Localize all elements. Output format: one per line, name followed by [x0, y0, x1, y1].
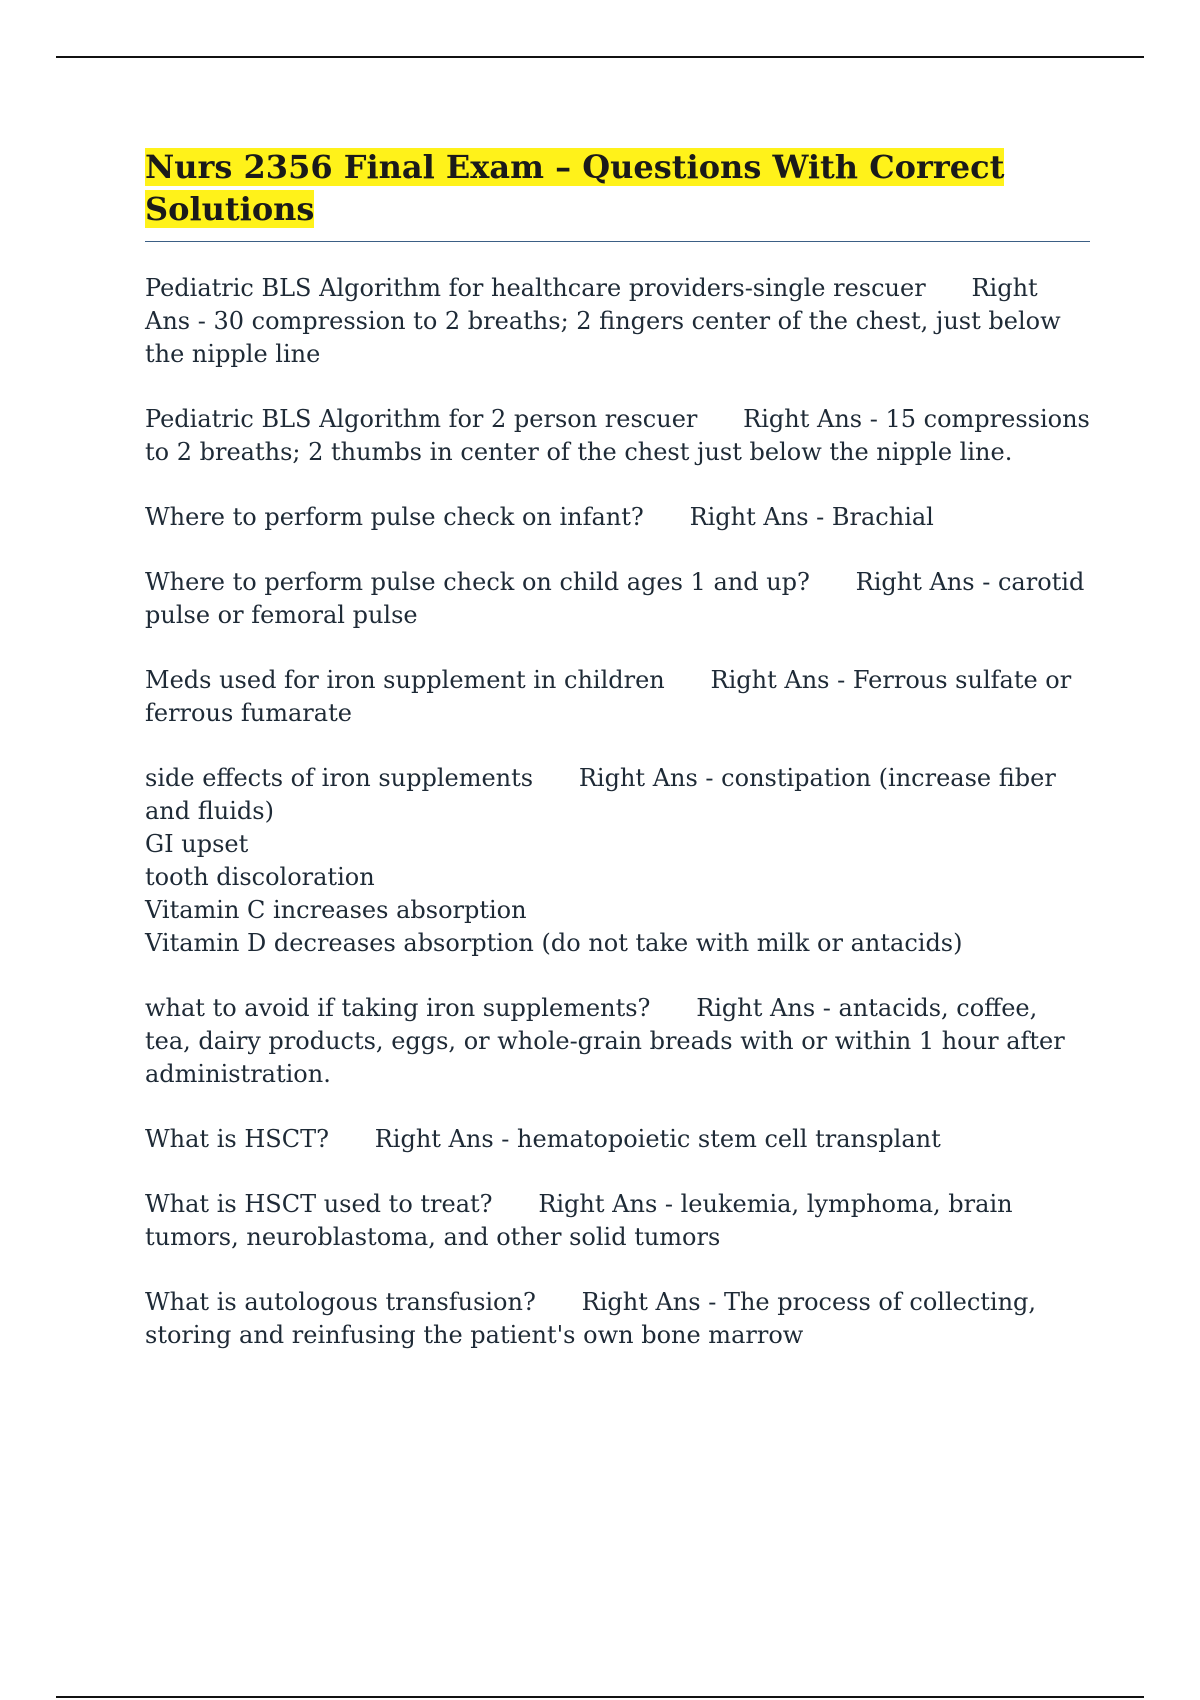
answer-text: constipation (increase fiber and fluids): [145, 764, 1064, 825]
answer-extra-line: Vitamin C increases absorption: [145, 896, 527, 924]
qa-item: [145, 762, 1090, 960]
answer-prefix: Right Ans -: [689, 503, 832, 531]
answer-extra-line: Vitamin D decreases absorption (do not take with milk or antacids): [145, 929, 963, 957]
question-text: Pediatric BLS Algorithm for 2 person rescuer: [145, 405, 698, 433]
qa-item: [145, 272, 1090, 371]
answer-prefix: Right Ans -: [578, 764, 722, 792]
qa-item: [145, 501, 1090, 534]
qa-item: [145, 664, 1090, 730]
qa-item: [145, 1286, 1090, 1352]
answer-prefix: Right Ans -: [696, 994, 839, 1022]
document-title: [145, 146, 1090, 230]
question-text: what to avoid if taking iron supplements?: [145, 994, 651, 1022]
document-title-text: Nurs 2356 Final Exam – Questions With Correct Solutions: [145, 148, 1005, 228]
answer-text: carotid pulse or femoral pulse: [145, 568, 1092, 629]
qa-item: [145, 403, 1098, 469]
answer-text: leukemia, lymphoma, brain tumors, neuroblastoma, and other solid tumors: [145, 1190, 1021, 1251]
question-answer-gap: [926, 274, 972, 302]
question-text: What is HSCT?: [145, 1125, 329, 1153]
answer-prefix: Right Ans -: [374, 1125, 518, 1153]
qa-item: [145, 1123, 1090, 1156]
qa-item: [145, 992, 1090, 1091]
question-answer-gap: [810, 568, 856, 596]
question-answer-gap: [536, 1288, 582, 1316]
answer-prefix: Right Ans -: [855, 568, 998, 596]
question-text: side effects of iron supplements: [145, 764, 534, 792]
question-answer-gap: [329, 1125, 375, 1153]
answer-text: 30 compression to 2 breaths; 2 fingers center of the chest, just below the nipple line: [145, 307, 1069, 368]
answer-prefix: Right Ans -: [581, 1288, 724, 1316]
question-answer-gap: [697, 405, 743, 433]
answer-text: The process of collecting, storing and reinfusing the patient's own bone marrow: [145, 1288, 1044, 1349]
answer-extra-line: GI upset: [145, 830, 249, 858]
question-answer-gap: [665, 666, 711, 694]
question-text: Where to perform pulse check on child ages 1 and up?: [145, 568, 810, 596]
answer-prefix: Right Ans -: [538, 1190, 681, 1218]
page-top-border: [56, 56, 1144, 58]
qa-item: [145, 566, 1090, 632]
question-text: What is autologous transfusion?: [145, 1288, 536, 1316]
answer-prefix: Right Ans -: [743, 405, 886, 433]
qa-list: [145, 272, 1098, 1352]
question-answer-gap: [644, 503, 690, 531]
question-answer-gap: [493, 1190, 539, 1218]
question-text: Pediatric BLS Algorithm for healthcare providers-single rescuer: [145, 274, 926, 302]
question-text: Meds used for iron supplement in children: [145, 666, 665, 694]
qa-item: [145, 1188, 1090, 1254]
answer-text: 15 compressions to 2 breaths; 2 thumbs in center of the chest just below the nipple line.: [145, 405, 1098, 466]
question-text: Where to perform pulse check on infant?: [145, 503, 644, 531]
answer-prefix: Right Ans -: [145, 274, 1046, 335]
page-bottom-border: [56, 1696, 1144, 1698]
answer-extra-line: tooth discoloration: [145, 863, 375, 891]
question-answer-gap: [650, 994, 696, 1022]
answer-prefix: Right Ans -: [710, 666, 853, 694]
answer-text: Brachial: [831, 503, 934, 531]
title-divider: [145, 241, 1090, 242]
answer-text: Ferrous sulfate or ferrous fumarate: [145, 666, 1079, 727]
question-answer-gap: [533, 764, 579, 792]
question-text: What is HSCT used to treat?: [145, 1190, 493, 1218]
document-content: [145, 146, 1098, 1384]
answer-text: hematopoietic stem cell transplant: [517, 1125, 941, 1153]
answer-text: antacids, coffee, tea, dairy products, eggs, or whole-grain breads with or within 1 hour after administration.: [145, 994, 1073, 1088]
